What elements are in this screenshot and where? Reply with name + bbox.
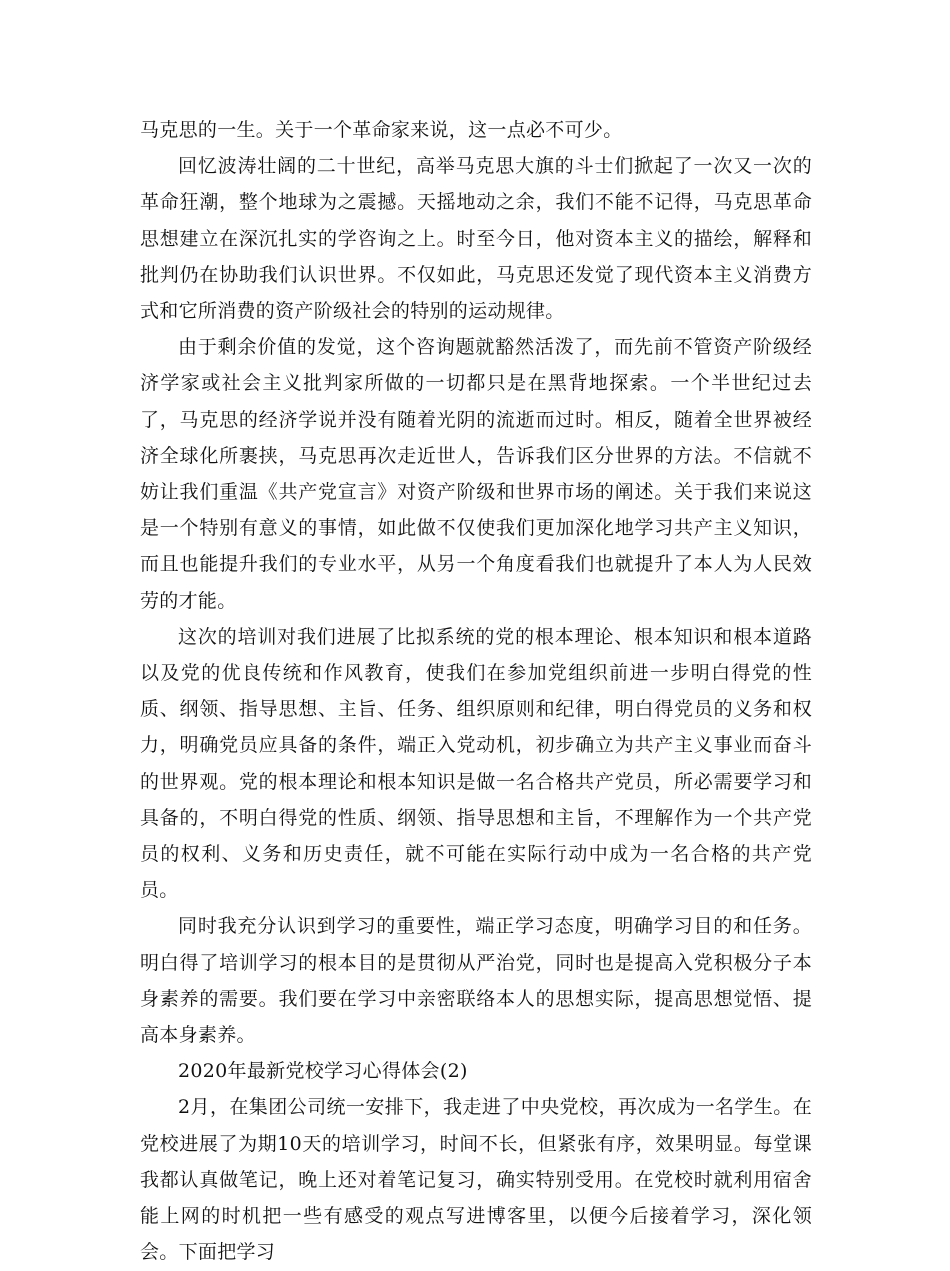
document-body	[140, 112, 812, 1271]
paragraph-6: 2月，在集团公司统一安排下，我走进了中央党校，再次成为一名学生。在党校进展了为期10天的培训学习，时间不长，但紧张有序，效果明显。每堂课我都认真做笔记，晚上还对着笔记复习，确实特别受用。在党校时就利用宿舍能上网的时机把一些有感受的观点写进博客里，以便今后接着学习，深化领会。下面把学习	[140, 1096, 812, 1264]
paragraph-1: 马克思的一生。关于一个革命家来说，这一点必不可少。	[140, 119, 623, 141]
paragraph-3: 由于剩余价值的发觉，这个咨询题就豁然活泼了，而先前不管资产阶级经济学家或社会主义批判家所做的一切都只是在黑背地探索。一个半世纪过去了，马克思的经济学说并没有随着光阴的流逝而过时。相反，随着全世界被经济全球化所裹挟，马克思再次走近世人，告诉我们区分世界的方法。不信就不妨让我们重温《共产党宣言》对资产阶级和世界市场的阐述。关于我们来说这是一个特别有意义的事情，如此做不仅使我们更加深化地学习共产主义知识，而且也能提升我们的专业水平，从另一个角度看我们也就提升了本人为人民效劳的才能。	[140, 336, 812, 612]
paragraph-5: 同时我充分认识到学习的重要性，端正学习态度，明确学习目的和任务。明白得了培训学习的根本目的是贯彻从严治党，同时也是提高入党积极分子本身素养的需要。我们要在学习中亲密联络本人的思想实际，提高思想觉悟、提高本身素养。	[140, 915, 812, 1047]
paragraph-4: 这次的培训对我们进展了比拟系统的党的根本理论、根本知识和根本道路以及党的优良传统和作风教育，使我们在参加党组织前进一步明白得党的性质、纲领、指导思想、主旨、任务、组织原则和纪律，明白得党员的义务和权力，明确党员应具备的条件，端正入党动机，初步确立为共产主义事业而奋斗的世界观。党的根本理论和根本知识是做一名合格共产党员，所必需要学习和具备的，不明白得党的性质、纲领、指导思想和主旨，不理解作为一个共产党员的权利、义务和历史责任，就不可能在实际行动中成为一名合格的共产党员。	[140, 625, 812, 902]
section-heading: 2020年最新党校学习心得体会(2)	[178, 1060, 468, 1083]
paragraph-2: 回忆波涛壮阔的二十世纪，高举马克思大旗的斗士们掀起了一次又一次的革命狂潮，整个地球为之震撼。天摇地动之余，我们不能不记得，马克思革命思想建立在深沉扎实的学咨询之上。时至今日，他对资本主义的描绘，解释和批判仍在协助我们认识世界。不仅如此，马克思还发觉了现代资本主义消费方式和它所消费的资产阶级社会的特别的运动规律。	[140, 155, 812, 323]
